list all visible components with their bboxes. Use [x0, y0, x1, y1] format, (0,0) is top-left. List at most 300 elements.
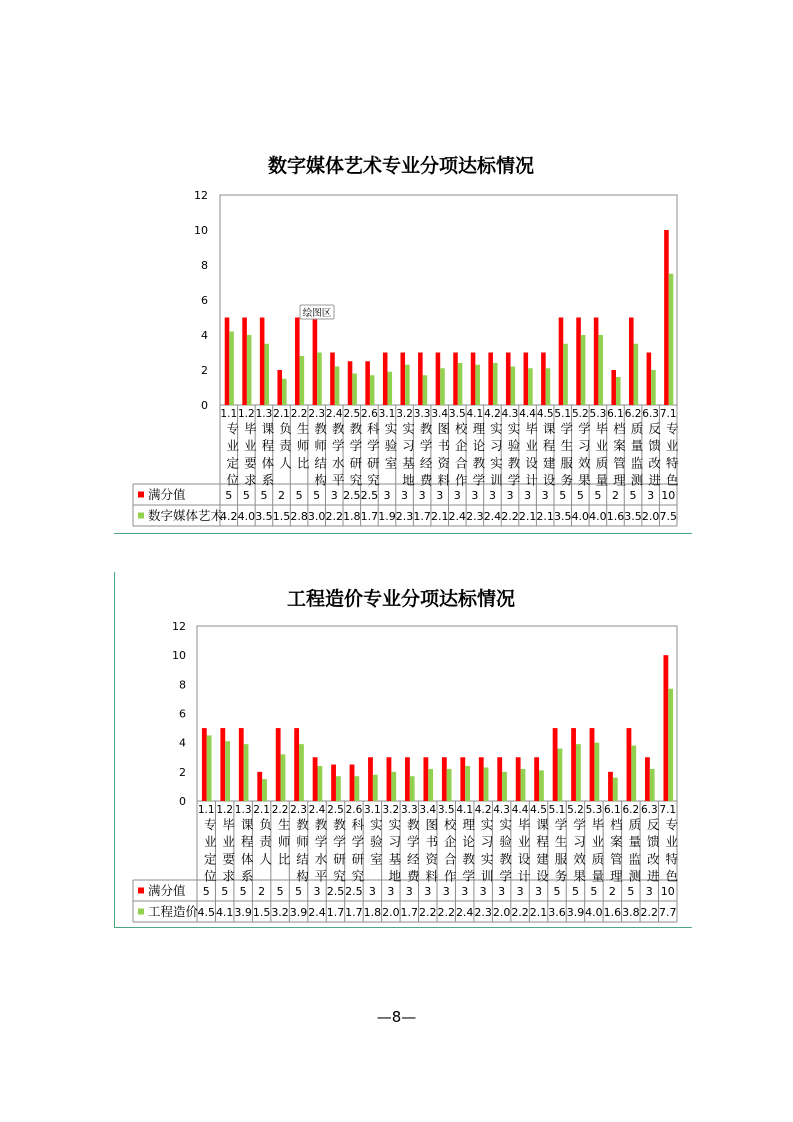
- bar-actual-4.2: [484, 767, 489, 801]
- category-code-6.1: 6.1: [604, 804, 621, 816]
- legend-label-max: 满分值: [148, 487, 186, 502]
- legend-swatch-actual: [138, 513, 144, 519]
- data-label-actual-2.2: 3.2: [271, 906, 289, 919]
- bar-actual-2.2: [281, 754, 286, 801]
- category-name-1.1: 专业定位: [226, 421, 240, 488]
- category-code-4.4: 4.4: [519, 408, 536, 420]
- bar-actual-3.4: [428, 769, 433, 801]
- category-code-3.2: 3.2: [396, 408, 413, 420]
- category-code-5.3: 5.3: [585, 804, 603, 816]
- data-label-actual-5.1: 3.5: [554, 510, 572, 523]
- bar-actual-6.2: [631, 746, 636, 801]
- y-tick-label-2: 2: [201, 364, 208, 377]
- bar-max-4.3: [497, 757, 502, 801]
- bar-actual-4.5: [539, 770, 544, 801]
- data-label-max-5.1: 5: [559, 489, 567, 502]
- category-code-1.1: 1.1: [220, 408, 238, 420]
- category-code-4.3: 4.3: [493, 804, 510, 816]
- bar-max-5.1: [559, 318, 564, 406]
- data-label-max-5.2: 5: [571, 885, 579, 898]
- bar-actual-4.1: [465, 766, 470, 801]
- chart-title: 数字媒体艺术专业分项达标情况: [267, 155, 535, 177]
- data-label-max-2.4: 3: [313, 885, 321, 898]
- bar-actual-4.2: [493, 363, 498, 405]
- plot-area: [197, 626, 677, 801]
- bar-max-3.4: [436, 353, 441, 406]
- bar-max-1.3: [260, 318, 265, 406]
- category-name-5.3: 毕业质量: [591, 817, 605, 884]
- category-name-4.4: 毕业设计: [525, 421, 538, 488]
- category-name-2.4: 教学水平: [314, 817, 328, 884]
- category-name-6.3: 反馈改进: [647, 817, 660, 884]
- data-label-actual-3.5: 2.2: [437, 906, 455, 919]
- category-code-1.3: 1.3: [255, 408, 273, 420]
- bar-max-5.3: [594, 318, 599, 406]
- data-label-actual-3.5: 2.4: [448, 510, 467, 523]
- category-code-3.1: 3.1: [378, 408, 396, 420]
- bar-max-6.2: [627, 728, 632, 801]
- legend-label-actual: 工程造价: [148, 904, 199, 919]
- data-label-actual-2.1: 1.5: [272, 510, 291, 523]
- category-code-2.1: 2.1: [273, 408, 290, 420]
- bar-max-5.1: [553, 728, 558, 801]
- bar-actual-3.1: [373, 775, 378, 801]
- data-label-actual-3.1: 1.8: [363, 906, 382, 919]
- category-name-3.3: 教学经费: [419, 421, 433, 488]
- legend-label-max: 满分值: [148, 883, 186, 898]
- data-label-max-1.2: 5: [242, 489, 250, 502]
- category-name-4.5: 课程建设: [542, 421, 556, 488]
- data-label-max-6.2: 5: [627, 885, 635, 898]
- data-label-actual-7.1: 7.5: [659, 510, 677, 523]
- category-name-1.3: 课程体系: [261, 421, 275, 488]
- bar-actual-2.4: [318, 766, 323, 801]
- category-code-2.6: 2.6: [361, 408, 378, 420]
- data-label-actual-6.1: 1.6: [606, 510, 625, 523]
- category-code-6.2: 6.2: [624, 408, 642, 420]
- category-name-4.2: 实习实训: [480, 817, 494, 884]
- bar-max-1.1: [202, 728, 207, 801]
- category-name-4.3: 实验教学: [499, 817, 512, 884]
- category-name-3.5: 校企合作: [455, 421, 468, 488]
- y-tick-label-2: 2: [179, 765, 186, 779]
- bar-max-2.3: [313, 318, 318, 406]
- category-code-5.3: 5.3: [589, 408, 607, 420]
- bar-actual-2.3: [317, 353, 322, 406]
- category-name-6.2: 质量监测: [628, 817, 642, 884]
- bar-max-2.5: [348, 361, 353, 405]
- category-name-3.4: 图书资料: [425, 817, 439, 884]
- data-label-max-2.3: 5: [295, 885, 303, 898]
- data-label-actual-1.3: 3.5: [255, 510, 273, 523]
- bar-actual-5.3: [594, 743, 599, 801]
- data-label-actual-2.6: 1.7: [345, 906, 363, 919]
- bar-max-3.3: [418, 353, 423, 406]
- data-label-actual-4.2: 2.4: [483, 510, 502, 523]
- category-name-4.1: 理论教学: [472, 421, 486, 488]
- bar-actual-2.5: [336, 776, 341, 801]
- category-code-2.3: 2.3: [308, 408, 326, 420]
- data-label-actual-4.1: 2.4: [455, 906, 474, 919]
- data-label-actual-3.3: 1.7: [413, 510, 431, 523]
- bar-max-3.1: [383, 353, 388, 406]
- data-label-actual-4.3: 2.0: [492, 906, 511, 919]
- bar-max-2.6: [365, 361, 370, 405]
- y-tick-label-6: 6: [179, 707, 186, 721]
- data-label-actual-2.3: 3.9: [289, 906, 308, 919]
- category-code-2.4: 2.4: [325, 408, 343, 420]
- legend-swatch-max: [138, 888, 144, 894]
- bar-actual-6.2: [634, 344, 639, 405]
- bar-max-6.2: [629, 318, 634, 406]
- category-code-3.3: 3.3: [400, 804, 418, 816]
- data-label-actual-6.1: 1.6: [603, 906, 622, 919]
- data-label-actual-4.2: 2.3: [474, 906, 492, 919]
- data-label-max-7.1: 10: [661, 489, 676, 502]
- bar-actual-6.1: [613, 778, 618, 801]
- bar-actual-3.5: [458, 363, 463, 405]
- data-label-max-3.5: 3: [442, 885, 450, 898]
- bar-max-6.3: [645, 757, 650, 801]
- category-name-5.2: 学习效果: [573, 817, 586, 884]
- category-name-6.1: 档案管理: [613, 421, 626, 488]
- category-name-6.3: 反馈改进: [648, 421, 661, 488]
- tooltip-text: 绘图区: [302, 308, 332, 319]
- bar-max-2.4: [313, 757, 318, 801]
- bar-max-3.2: [400, 353, 405, 406]
- data-label-max-4.5: 3: [535, 885, 543, 898]
- category-name-2.4: 教学水平: [331, 421, 345, 488]
- bar-max-4.1: [471, 353, 476, 406]
- bar-actual-2.5: [352, 374, 357, 406]
- bar-max-1.2: [220, 728, 225, 801]
- data-label-max-3.3: 3: [418, 489, 426, 502]
- data-label-actual-2.2: 2.8: [290, 510, 308, 523]
- category-name-3.5: 校企合作: [443, 817, 457, 884]
- data-label-actual-2.3: 3.0: [307, 510, 326, 523]
- chart-digital-media: [0, 0, 793, 560]
- data-label-actual-1.1: 4.2: [220, 510, 238, 523]
- data-label-max-3.1: 3: [368, 885, 376, 898]
- category-name-4.1: 理论教学: [462, 817, 475, 884]
- category-code-3.1: 3.1: [364, 804, 381, 816]
- bar-max-3.5: [442, 757, 447, 801]
- category-code-3.5: 3.5: [437, 804, 455, 816]
- bar-actual-5.1: [558, 749, 563, 802]
- data-label-max-6.2: 5: [629, 489, 637, 502]
- category-code-4.1: 4.1: [456, 804, 474, 816]
- y-tick-label-10: 10: [172, 649, 186, 663]
- data-label-actual-3.2: 2.3: [395, 510, 414, 523]
- y-tick-label-8: 8: [179, 678, 186, 692]
- bar-max-4.5: [541, 353, 546, 406]
- y-tick-label-12: 12: [172, 620, 186, 633]
- data-label-max-6.3: 3: [645, 885, 653, 898]
- bar-actual-1.2: [247, 335, 252, 405]
- data-label-actual-4.1: 2.3: [466, 510, 484, 523]
- category-code-5.2: 5.2: [571, 408, 589, 420]
- bar-max-6.1: [608, 772, 613, 801]
- bar-actual-6.3: [650, 769, 655, 801]
- data-label-max-6.1: 2: [611, 489, 619, 502]
- category-code-2.3: 2.3: [290, 804, 307, 816]
- chart-engineering-cost: [0, 560, 793, 1120]
- bar-max-2.3: [294, 728, 299, 801]
- bar-actual-3.4: [440, 368, 445, 405]
- data-label-actual-1.1: 4.5: [197, 906, 215, 919]
- data-label-max-1.3: 5: [239, 885, 247, 898]
- data-label-actual-2.4: 2.2: [325, 510, 343, 523]
- category-code-4.1: 4.1: [466, 408, 484, 420]
- data-label-max-2.5: 2.5: [326, 885, 345, 898]
- bar-max-3.2: [387, 757, 392, 801]
- bar-max-1.3: [239, 728, 244, 801]
- category-code-2.2: 2.2: [290, 408, 308, 420]
- category-name-6.2: 质量监测: [630, 421, 644, 488]
- bar-max-6.1: [611, 370, 616, 405]
- data-label-max-3.4: 3: [424, 885, 432, 898]
- data-label-actual-6.2: 3.5: [624, 510, 642, 523]
- category-name-3.4: 图书资料: [437, 421, 450, 488]
- category-code-4.5: 4.5: [530, 804, 547, 816]
- category-name-3.1: 实验室: [384, 421, 398, 471]
- category-name-2.5: 教学研究: [349, 421, 363, 488]
- plot-area: [220, 195, 677, 405]
- category-name-2.3: 教师结构: [314, 421, 327, 488]
- bar-actual-4.3: [502, 772, 507, 801]
- data-label-max-1.2: 5: [221, 885, 229, 898]
- data-label-actual-5.2: 4.0: [571, 510, 590, 523]
- y-tick-label-10: 10: [194, 224, 208, 237]
- legend-swatch-max: [138, 492, 144, 498]
- category-name-2.3: 教师结构: [296, 817, 309, 884]
- data-label-max-5.2: 5: [576, 489, 584, 502]
- bar-actual-2.6: [354, 776, 359, 801]
- data-label-max-2.4: 3: [330, 489, 338, 502]
- bar-actual-5.1: [563, 344, 568, 405]
- data-label-max-4.3: 3: [506, 489, 514, 502]
- bar-actual-3.2: [391, 772, 396, 801]
- bar-actual-4.3: [511, 367, 516, 406]
- bar-actual-5.2: [576, 744, 581, 801]
- bar-max-2.1: [257, 772, 262, 801]
- category-code-2.5: 2.5: [343, 408, 361, 420]
- bar-max-5.2: [576, 318, 581, 406]
- y-tick-label-4: 4: [201, 329, 208, 342]
- category-name-6.1: 档案管理: [610, 817, 623, 884]
- bar-max-2.1: [277, 370, 282, 405]
- data-label-actual-2.5: 1.8: [343, 510, 361, 523]
- data-label-actual-7.1: 7.7: [659, 906, 677, 919]
- data-label-actual-2.4: 2.4: [308, 906, 326, 919]
- bar-max-1.2: [242, 318, 247, 406]
- bar-actual-4.4: [528, 368, 533, 405]
- page-number: —8—: [376, 1008, 417, 1026]
- bar-actual-1.1: [229, 332, 234, 406]
- data-label-max-2.1: 2: [258, 885, 266, 898]
- bar-max-3.1: [368, 757, 373, 801]
- bar-actual-4.4: [521, 769, 526, 801]
- data-label-actual-6.3: 2.2: [640, 906, 659, 919]
- bar-max-2.2: [295, 318, 300, 406]
- category-code-1.1: 1.1: [197, 804, 215, 816]
- category-name-7.1: 专业特色: [665, 421, 679, 488]
- y-tick-label-0: 0: [179, 795, 186, 808]
- bar-max-4.2: [479, 757, 484, 801]
- data-label-max-2.2: 5: [295, 489, 303, 502]
- legend-label-actual: 数字媒体艺术: [148, 508, 224, 523]
- y-tick-label-0: 0: [201, 399, 208, 412]
- category-name-2.2: 生师比: [296, 421, 310, 471]
- bar-actual-3.5: [447, 769, 452, 801]
- category-code-3.4: 3.4: [431, 408, 449, 420]
- category-name-7.1: 专业特色: [665, 817, 679, 884]
- bar-actual-5.3: [598, 335, 603, 405]
- category-code-4.5: 4.5: [536, 408, 554, 420]
- category-name-4.5: 课程建设: [536, 817, 549, 884]
- data-label-max-5.1: 5: [553, 885, 561, 898]
- data-label-max-1.1: 5: [225, 489, 233, 502]
- data-label-actual-2.5: 1.7: [326, 906, 345, 919]
- bar-max-5.2: [571, 728, 576, 801]
- category-name-4.3: 实验教学: [507, 421, 521, 488]
- divider-line-1: [114, 533, 692, 534]
- bar-actual-7.1: [669, 274, 674, 405]
- y-tick-label-4: 4: [179, 736, 186, 750]
- data-label-max-3.4: 3: [436, 489, 444, 502]
- bar-actual-2.4: [335, 367, 340, 406]
- category-name-3.2: 实习基地: [388, 817, 402, 884]
- bar-max-3.5: [453, 353, 458, 406]
- category-name-5.1: 学生服务: [554, 817, 568, 884]
- category-name-3.2: 实习基地: [402, 421, 415, 488]
- bar-actual-3.3: [423, 375, 428, 405]
- category-code-6.2: 6.2: [622, 804, 640, 816]
- data-label-max-5.3: 5: [590, 885, 598, 898]
- data-label-actual-3.1: 1.9: [378, 510, 396, 523]
- data-label-actual-4.3: 2.2: [501, 510, 519, 523]
- bar-max-4.5: [534, 757, 539, 801]
- data-label-max-4.1: 3: [461, 885, 469, 898]
- bar-max-7.1: [664, 230, 669, 405]
- data-label-max-3.3: 3: [405, 885, 413, 898]
- bar-max-4.4: [524, 353, 529, 406]
- bar-actual-2.1: [282, 379, 287, 405]
- category-code-2.4: 2.4: [308, 804, 326, 816]
- data-label-actual-4.4: 2.1: [518, 510, 537, 523]
- data-label-max-4.2: 3: [488, 489, 496, 502]
- data-label-max-6.3: 3: [647, 489, 655, 502]
- data-label-max-4.2: 3: [479, 885, 487, 898]
- data-label-actual-3.3: 1.7: [400, 906, 419, 919]
- bar-max-3.4: [423, 757, 428, 801]
- bar-actual-3.2: [405, 365, 410, 405]
- bar-max-3.3: [405, 757, 410, 801]
- data-label-max-4.4: 3: [524, 489, 532, 502]
- data-label-actual-2.6: 1.7: [360, 510, 379, 523]
- category-name-2.1: 负责人: [259, 817, 272, 867]
- bar-actual-2.2: [300, 356, 305, 405]
- data-label-actual-5.3: 4.0: [585, 906, 603, 919]
- data-label-max-4.4: 3: [516, 885, 524, 898]
- category-code-7.1: 7.1: [659, 408, 677, 420]
- category-name-5.1: 学生服务: [560, 421, 574, 488]
- data-label-max-2.3: 5: [313, 489, 321, 502]
- category-name-2.2: 生师比: [277, 817, 291, 867]
- bar-actual-1.2: [225, 741, 230, 801]
- category-code-2.1: 2.1: [253, 804, 270, 816]
- y-tick-label-6: 6: [201, 294, 208, 307]
- bar-actual-6.1: [616, 377, 621, 405]
- category-name-1.2: 毕业要求: [244, 421, 257, 488]
- legend-swatch-actual: [138, 909, 144, 915]
- data-label-max-2.1: 2: [278, 489, 286, 502]
- category-code-4.3: 4.3: [501, 408, 519, 420]
- data-label-actual-4.4: 2.2: [511, 906, 529, 919]
- y-tick-label-12: 12: [194, 189, 208, 202]
- data-label-actual-5.2: 3.9: [566, 906, 585, 919]
- bar-actual-2.3: [299, 744, 304, 801]
- data-label-max-4.3: 3: [498, 885, 506, 898]
- data-label-max-6.1: 2: [608, 885, 616, 898]
- chart-title: 工程造价专业分项达标情况: [286, 588, 516, 610]
- y-tick-label-8: 8: [201, 259, 208, 272]
- bar-max-2.4: [330, 353, 335, 406]
- category-code-6.3: 6.3: [642, 408, 659, 420]
- category-code-1.2: 1.2: [238, 408, 255, 420]
- data-label-max-3.2: 3: [387, 885, 395, 898]
- data-label-actual-3.2: 2.0: [382, 906, 400, 919]
- data-label-actual-5.3: 4.0: [589, 510, 607, 523]
- bar-actual-4.1: [475, 365, 480, 405]
- data-label-actual-1.2: 4.0: [237, 510, 256, 523]
- category-code-3.3: 3.3: [413, 408, 431, 420]
- category-name-4.2: 实习实训: [490, 421, 503, 488]
- bar-actual-7.1: [668, 689, 673, 801]
- category-name-5.2: 学习效果: [578, 421, 591, 488]
- category-name-4.4: 毕业设计: [517, 817, 531, 884]
- bar-max-4.4: [516, 757, 521, 801]
- category-code-6.3: 6.3: [640, 804, 658, 816]
- data-label-actual-3.4: 2.1: [430, 510, 449, 523]
- category-name-2.1: 负责人: [279, 421, 292, 471]
- bar-max-2.6: [350, 765, 355, 801]
- category-name-3.3: 教学经费: [407, 817, 420, 884]
- category-name-1.2: 毕业要求: [222, 817, 235, 884]
- category-name-2.5: 教学研究: [333, 817, 346, 884]
- category-code-3.5: 3.5: [448, 408, 466, 420]
- category-name-2.6: 科学研究: [367, 421, 380, 488]
- data-label-max-4.1: 3: [471, 489, 479, 502]
- data-label-actual-1.2: 4.1: [215, 906, 234, 919]
- bar-actual-5.2: [581, 335, 586, 405]
- data-label-actual-1.3: 3.9: [234, 906, 252, 919]
- category-code-3.2: 3.2: [382, 804, 400, 816]
- bar-max-2.5: [331, 765, 336, 801]
- data-label-actual-3.4: 2.2: [419, 906, 437, 919]
- data-label-max-5.3: 5: [594, 489, 602, 502]
- category-name-2.6: 科学研究: [351, 817, 365, 884]
- data-label-max-4.5: 3: [541, 489, 549, 502]
- category-code-5.2: 5.2: [567, 804, 584, 816]
- data-label-actual-6.3: 2.0: [641, 510, 660, 523]
- category-code-2.5: 2.5: [327, 804, 344, 816]
- data-label-actual-2.1: 1.5: [252, 906, 271, 919]
- data-label-max-2.6: 2.5: [360, 489, 379, 502]
- bar-actual-3.3: [410, 776, 415, 801]
- category-code-5.1: 5.1: [548, 804, 566, 816]
- category-code-7.1: 7.1: [659, 804, 677, 816]
